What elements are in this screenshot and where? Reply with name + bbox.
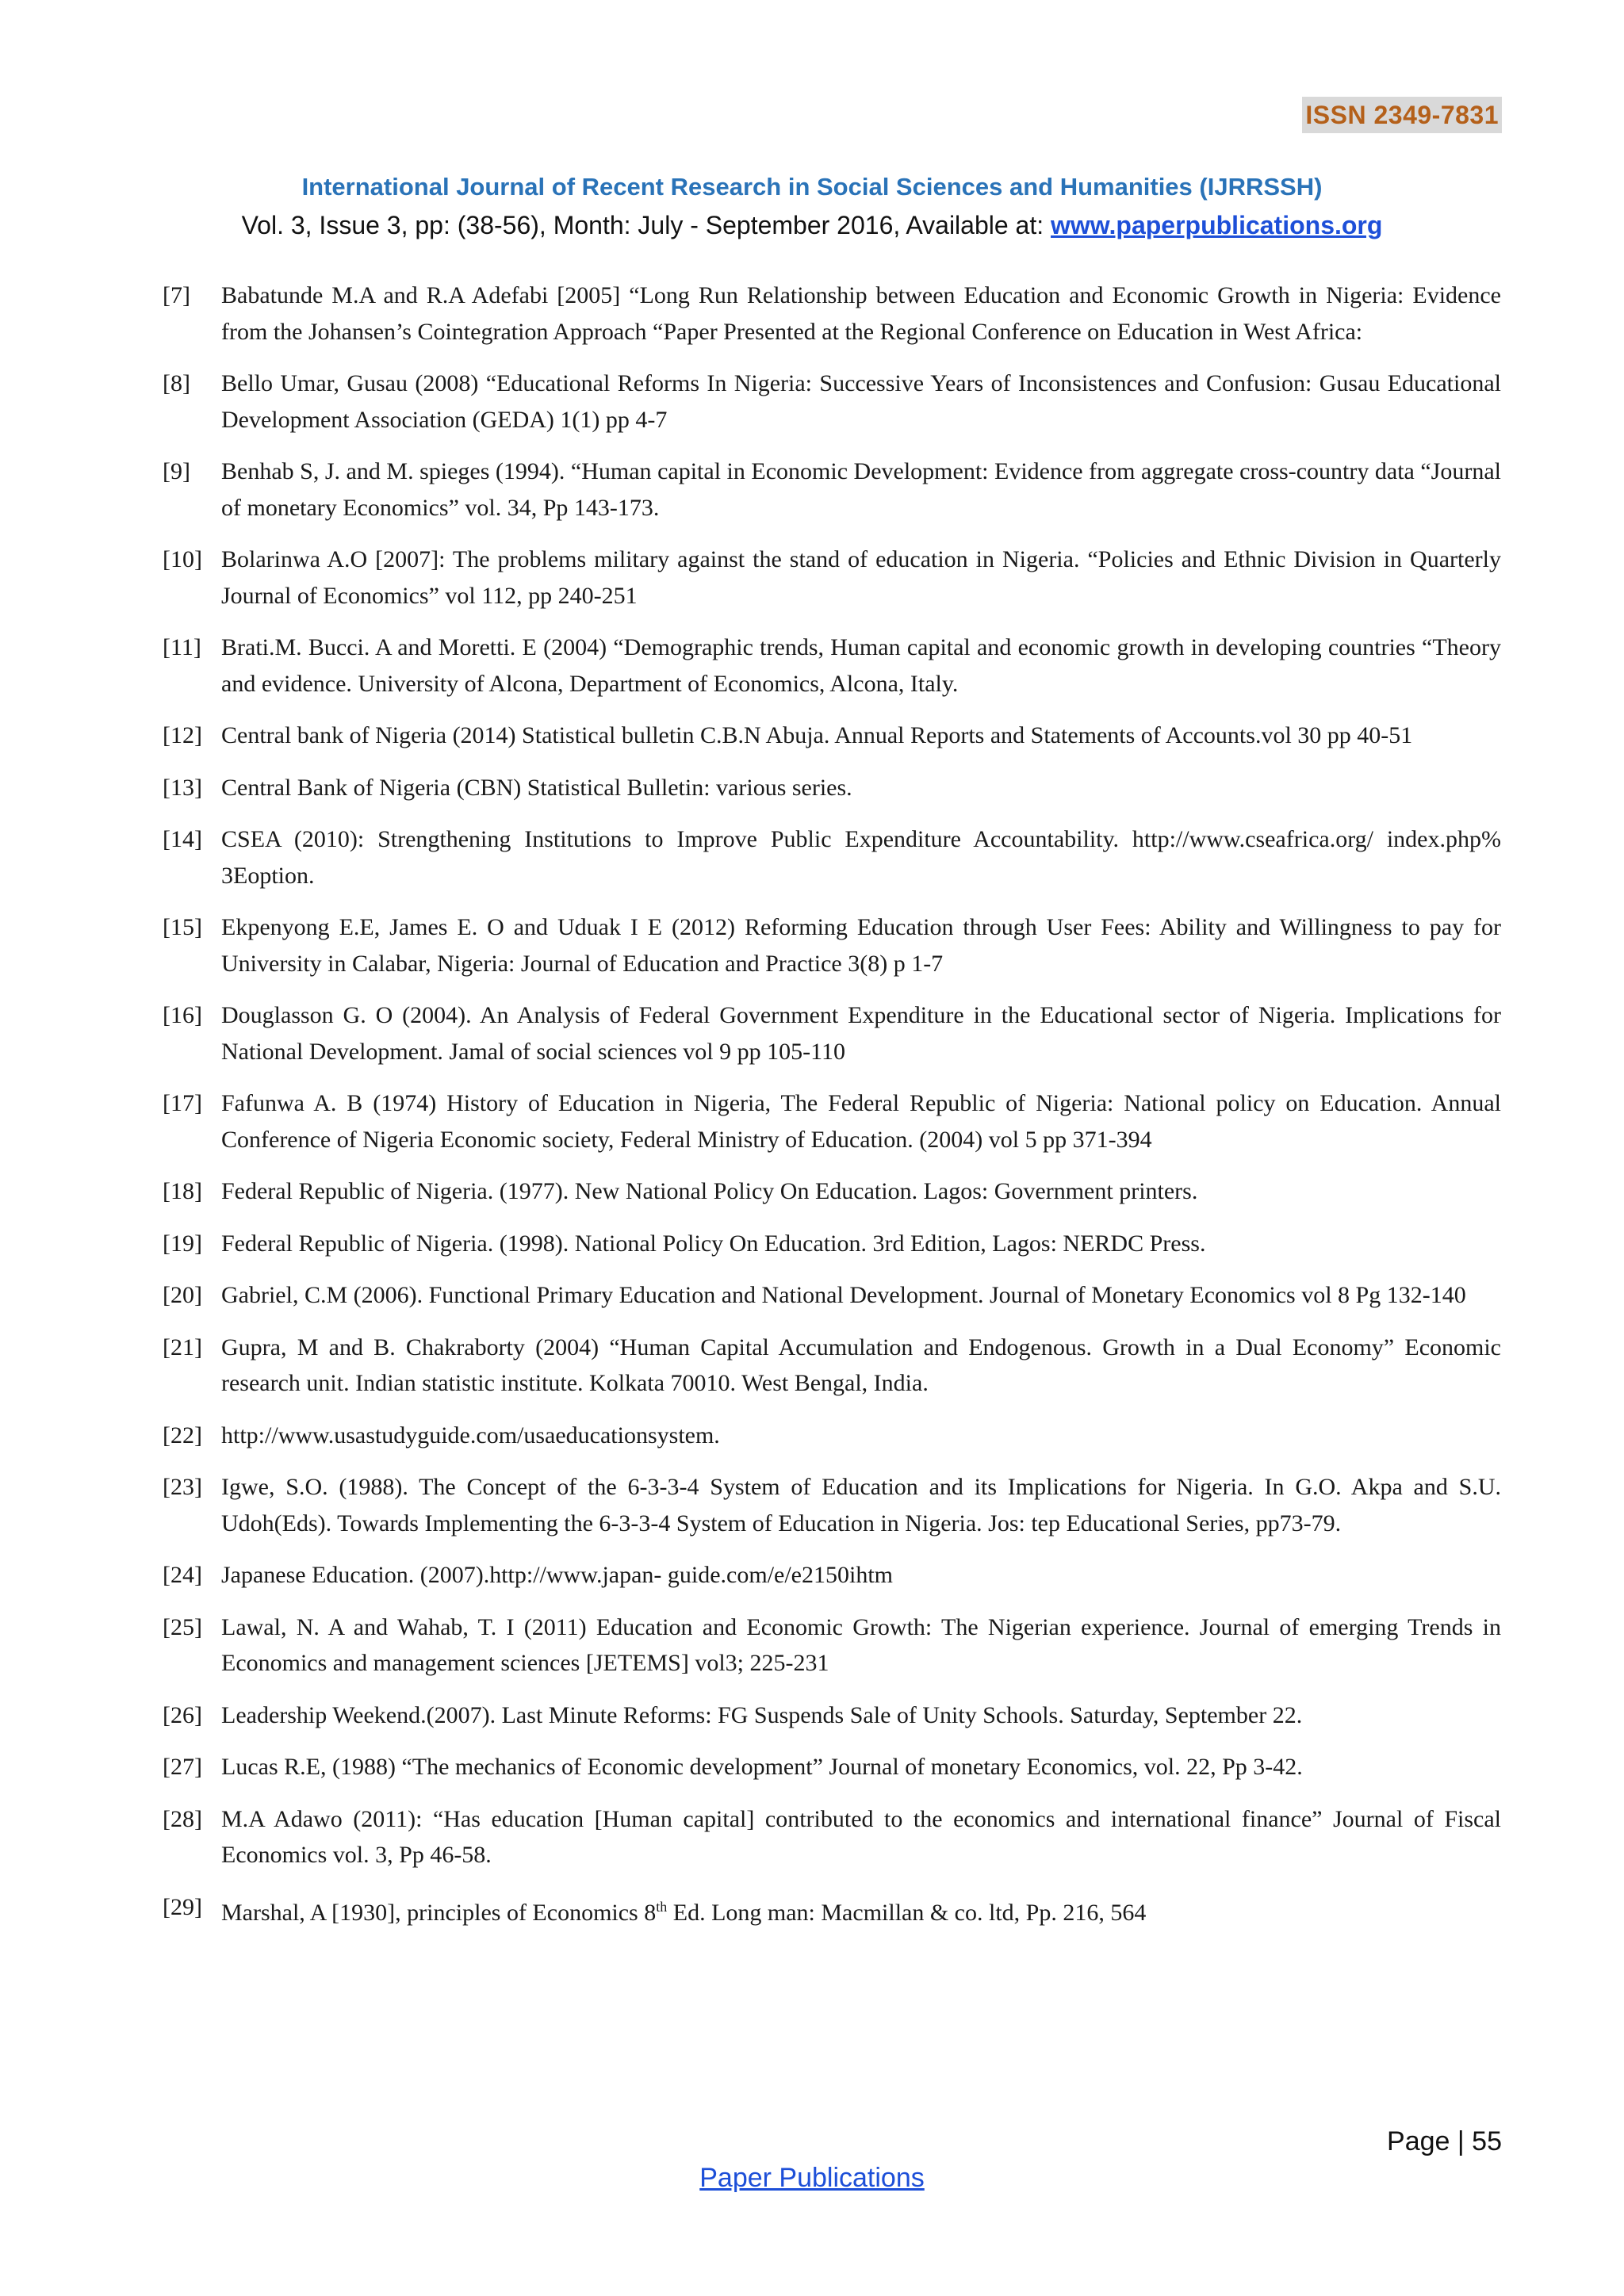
reference-item xyxy=(163,718,1501,754)
issn-label: ISSN 2349-7831 xyxy=(1302,97,1502,133)
reference-item xyxy=(163,997,1501,1070)
reference-text: Fafunwa A. B (1974) History of Education in Nigeria, The Federal Republic of Nigeria: National policy on Education. Annual Conference of Nigeria Economic society, Federal Ministry of Education. (2004) vol 5 pp 371-394 xyxy=(221,1090,1501,1153)
reference-text: Bolarinwa A.O [2007]: The problems military against the stand of education in Nigeria. “Policies and Ethnic Division in Quarterly Journal of Economics” vol 112, pp 240-251 xyxy=(221,546,1501,609)
reference-number: [28] xyxy=(163,1805,202,1832)
reference-number: [21] xyxy=(163,1334,202,1360)
reference-item xyxy=(163,1697,1501,1734)
reference-item xyxy=(163,1801,1501,1873)
reference-text: Federal Republic of Nigeria. (1998). National Policy On Education. 3rd Edition, Lagos: NERDC Press. xyxy=(221,1230,1206,1257)
reference-number: [10] xyxy=(163,546,202,572)
reference-text: Leadership Weekend.(2007). Last Minute Reforms: FG Suspends Sale of Unity Schools. Saturday, September 22. xyxy=(221,1701,1303,1728)
reference-number: [9] xyxy=(163,458,190,484)
reference-item xyxy=(163,453,1501,526)
reference-text: Central bank of Nigeria (2014) Statistical bulletin C.B.N Abuja. Annual Reports and Statements of Accounts.vol 30 pp 40-51 xyxy=(221,722,1413,748)
reference-number: [18] xyxy=(163,1178,202,1204)
reference-text: Brati.M. Bucci. A and Moretti. E (2004) “Demographic trends, Human capital and economic growth in developing countries “Theory and evidence. University of Alcona, Department of Economics, Alcona, Italy. xyxy=(221,634,1501,697)
reference-text: Gupra, M and B. Chakraborty (2004) “Human Capital Accumulation and Endogenous. Growth in a Dual Economy” Economic research unit. Indian statistic institute. Kolkata 70010. West Bengal, India. xyxy=(221,1334,1501,1396)
reference-number: [27] xyxy=(163,1754,202,1780)
journal-info xyxy=(0,208,1624,243)
page-number: Page | 55 xyxy=(1387,2126,1502,2156)
reference-number: [29] xyxy=(163,1893,202,1920)
reference-text: CSEA (2010): Strengthening Institutions to Improve Public Expenditure Accountability. http://www.cseafrica.org/ index.php% 3Eoption. xyxy=(221,826,1501,889)
reference-item xyxy=(163,1609,1501,1682)
reference-text: Bello Umar, Gusau (2008) “Educational Reforms In Nigeria: Successive Years of Inconsistences and Confusion: Gusau Educational Development Association (GEDA) 1(1) pp 4-7 xyxy=(221,370,1501,433)
reference-number: [17] xyxy=(163,1090,202,1116)
reference-text: Babatunde M.A and R.A Adefabi [2005] “Long Run Relationship between Education and Economic Growth in Nigeria: Evidence from the Johansen’s Cointegration Approach “Paper Presented at the Regional Conference on Education in West Africa: xyxy=(221,282,1501,345)
journal-title: International Journal of Recent Research in Social Sciences and Humanities (IJRRSSH) xyxy=(301,173,1323,201)
reference-text xyxy=(221,1889,1501,1931)
reference-number: [16] xyxy=(163,1002,202,1028)
reference-text: Japanese Education. (2007).http://www.japan- guide.com/e/e2150ihtm xyxy=(221,1562,894,1588)
reference-item xyxy=(163,277,1501,350)
reference-item xyxy=(163,770,1501,806)
journal-website-link[interactable]: www.paperpublications.org xyxy=(1051,211,1383,239)
reference-item xyxy=(163,1330,1501,1402)
reference-item xyxy=(163,1557,1501,1594)
reference-number: [13] xyxy=(163,774,202,801)
reference-number: [22] xyxy=(163,1422,202,1448)
reference-item xyxy=(163,1469,1501,1541)
reference-text: Gabriel, C.M (2006). Functional Primary Education and National Development. Journal of Monetary Economics vol 8 Pg 132-140 xyxy=(221,1282,1466,1308)
publisher-link[interactable]: Paper Publications xyxy=(699,2163,925,2193)
reference-item xyxy=(163,629,1501,702)
reference-text: Ekpenyong E.E, James E. O and Uduak I E (2012) Reforming Education through User Fees: Ability and Willingness to pay for University in Calabar, Nigeria: Journal of Education and Practice 3(8) p 1-7 xyxy=(221,914,1501,977)
reference-text: Benhab S, J. and M. spieges (1994). “Human capital in Economic Development: Evidence from aggregate cross-country data “Journal of monetary Economics” vol. 34, Pp 143-173. xyxy=(221,458,1501,521)
reference-text-part: Ed. Long man: Macmillan & co. ltd, Pp. 216, 564 xyxy=(667,1899,1147,1926)
reference-item xyxy=(163,1889,1501,1931)
journal-info-text: Vol. 3, Issue 3, pp: (38-56), Month: July - September 2016, Available at: xyxy=(241,211,1051,239)
reference-text: Lucas R.E, (1988) “The mechanics of Economic development” Journal of monetary Economics, vol. 22, Pp 3-42. xyxy=(221,1754,1303,1780)
reference-list xyxy=(163,277,1501,1946)
reference-item xyxy=(163,821,1501,894)
reference-number: [26] xyxy=(163,1701,202,1728)
reference-item xyxy=(163,1418,1501,1454)
reference-number: [23] xyxy=(163,1474,202,1500)
reference-item xyxy=(163,1173,1501,1210)
reference-text: Central Bank of Nigeria (CBN) Statistical Bulletin: various series. xyxy=(221,774,852,801)
reference-text: M.A Adawo (2011): “Has education [Human capital] contributed to the economics and international finance” Journal of Fiscal Economics vol. 3, Pp 46-58. xyxy=(221,1805,1501,1868)
reference-item xyxy=(163,1226,1501,1262)
reference-text: Igwe, S.O. (1988). The Concept of the 6-3-3-4 System of Education and its Implications for Nigeria. In G.O. Akpa and S.U. Udoh(Eds). Towards Implementing the 6-3-3-4 System of Education in Nigeria. Jos: tep Educational Series, pp73-79. xyxy=(221,1474,1501,1536)
reference-number: [14] xyxy=(163,826,202,852)
reference-number: [8] xyxy=(163,370,190,396)
reference-number: [7] xyxy=(163,282,190,308)
reference-text: Lawal, N. A and Wahab, T. I (2011) Education and Economic Growth: The Nigerian experience. Journal of emerging Trends in Economics and management sciences [JETEMS] vol3; 225-231 xyxy=(221,1613,1501,1676)
reference-item xyxy=(163,1085,1501,1158)
reference-superscript: th xyxy=(656,1898,668,1915)
reference-item xyxy=(163,1749,1501,1785)
reference-number: [12] xyxy=(163,722,202,748)
reference-number: [19] xyxy=(163,1230,202,1257)
reference-number: [25] xyxy=(163,1613,202,1640)
reference-number: [24] xyxy=(163,1562,202,1588)
reference-item xyxy=(163,365,1501,438)
reference-text: Douglasson G. O (2004). An Analysis of Federal Government Expenditure in the Educational sector of Nigeria. Implications for National Development. Jamal of social sciences vol 9 pp 105-110 xyxy=(221,1002,1501,1065)
reference-item xyxy=(163,909,1501,982)
reference-text: Federal Republic of Nigeria. (1977). New National Policy On Education. Lagos: Government printers. xyxy=(221,1178,1198,1204)
reference-text: http://www.usastudyguide.com/usaeducationsystem. xyxy=(221,1422,720,1448)
reference-item xyxy=(163,1277,1501,1314)
reference-item xyxy=(163,541,1501,614)
reference-number: [20] xyxy=(163,1282,202,1308)
reference-text-part: Marshal, A [1930], principles of Economics 8 xyxy=(221,1899,657,1926)
reference-number: [11] xyxy=(163,634,201,660)
reference-number: [15] xyxy=(163,914,202,940)
